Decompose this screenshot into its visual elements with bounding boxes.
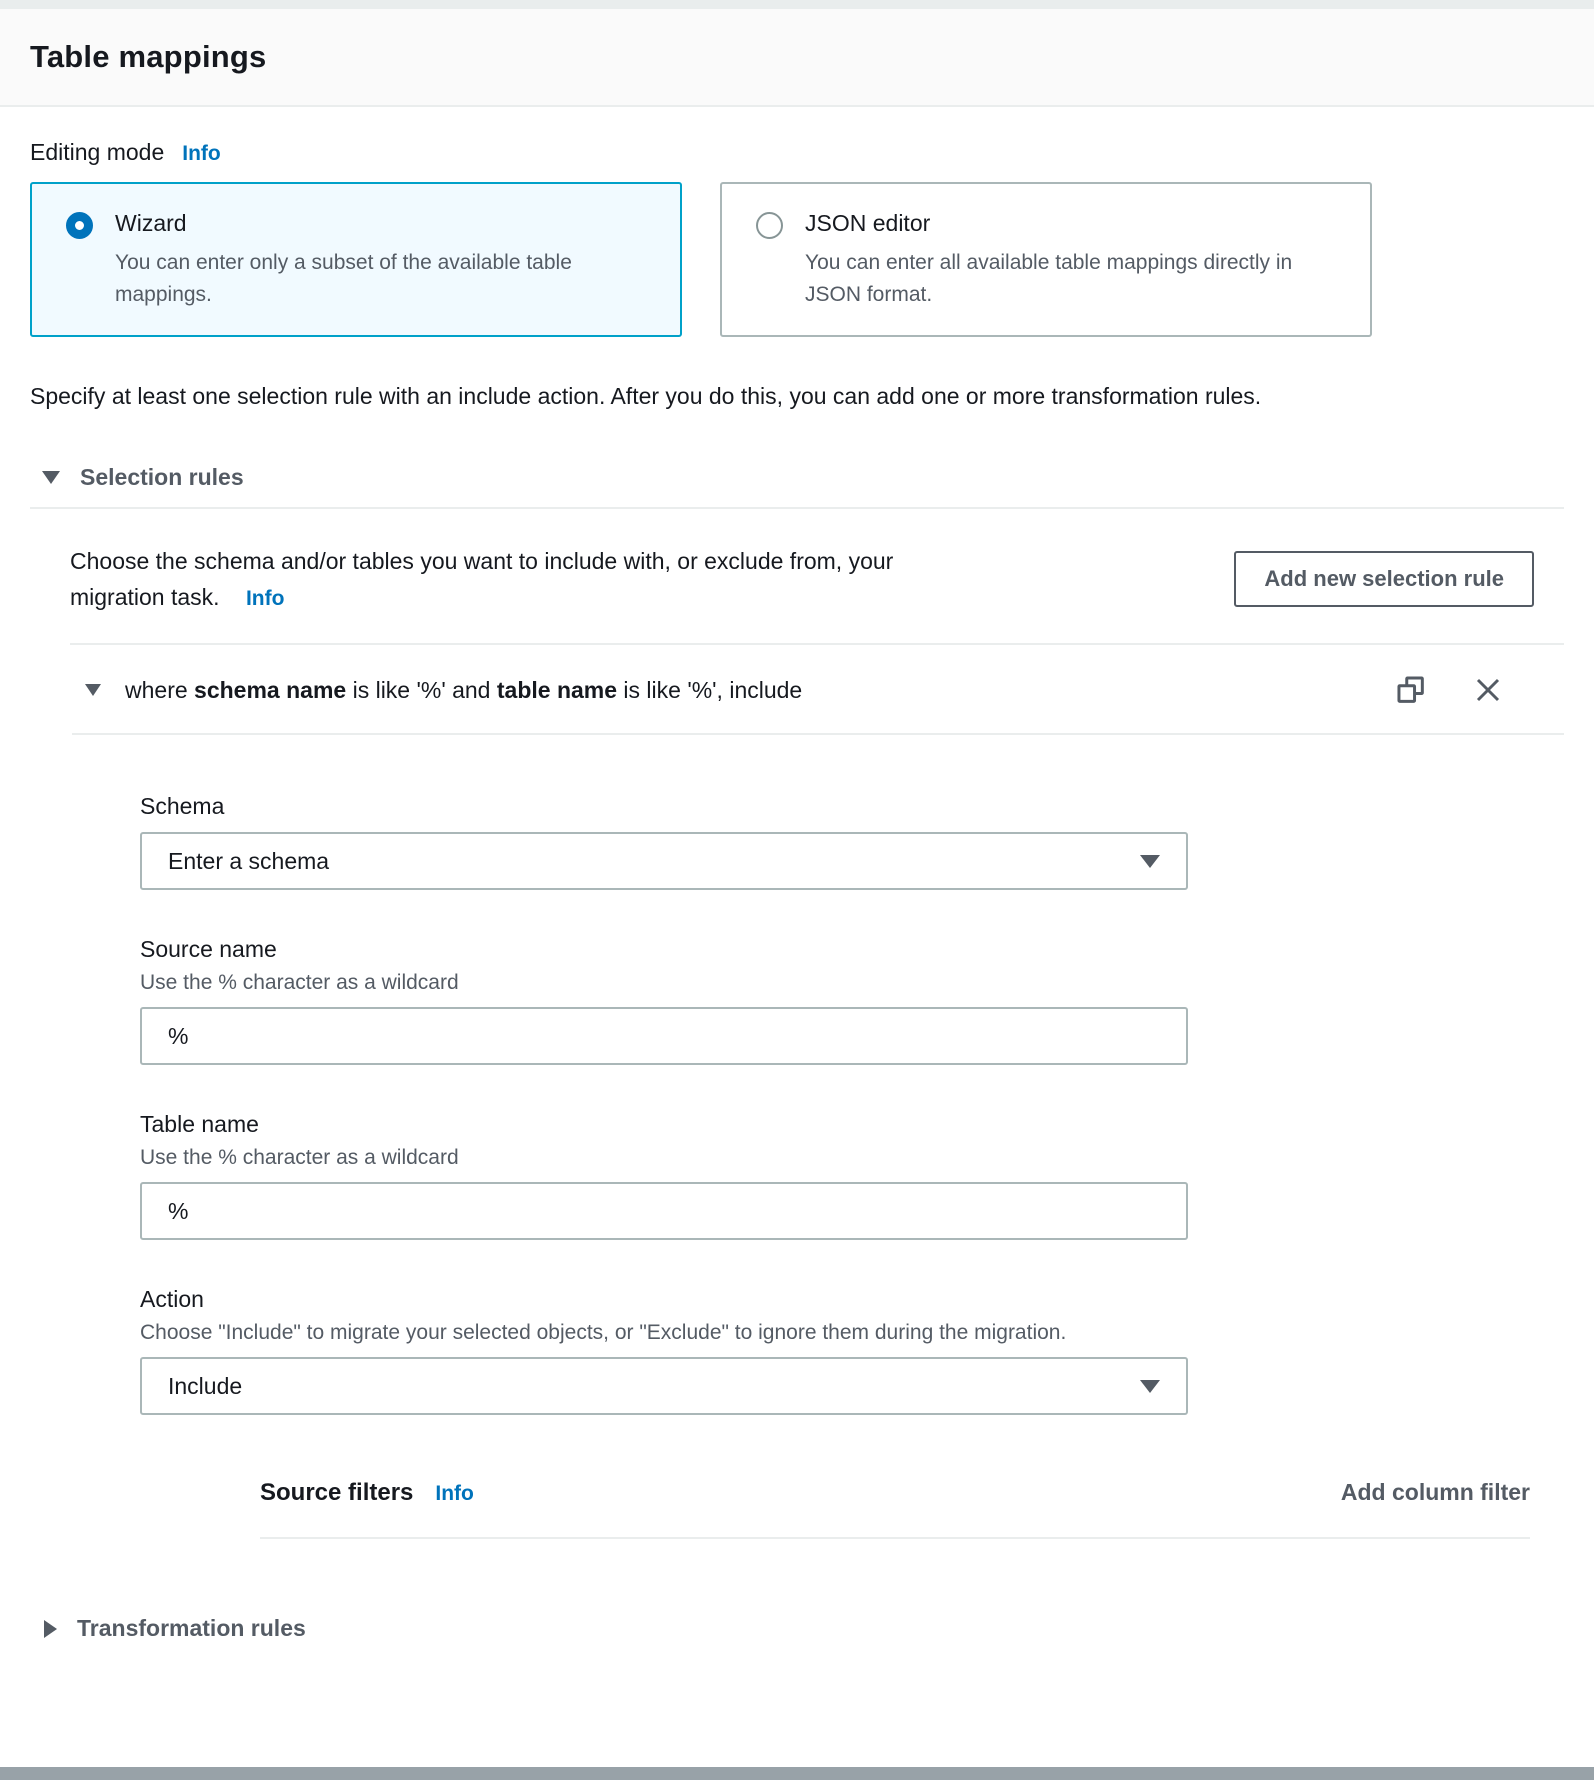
tile-json-editor-description: You can enter all available table mappings directly in JSON format. [805,251,1293,306]
action-select-value: Include [168,1372,243,1399]
action-label: Action [140,1286,204,1312]
editing-mode-tiles [30,182,1564,337]
source-filters-row [260,1479,1530,1507]
selection-rules-info-link[interactable]: Info [245,587,285,610]
selection-rules-description-row [70,543,1564,617]
copy-rule-button[interactable] [1394,673,1428,707]
rule-summary[interactable] [85,677,802,704]
source-name-field-block [140,936,1564,1065]
selection-rules-description [70,543,982,617]
editing-mode-label: Editing mode [30,139,165,165]
schema-label: Schema [140,793,225,819]
transformation-rules-header[interactable] [30,1615,1564,1642]
transformation-rules-title: Transformation rules [77,1615,306,1641]
chevron-down-icon [1140,1380,1160,1393]
add-column-filter-button[interactable]: Add column filter [1340,1479,1530,1505]
tile-wizard-description: You can enter only a subset of the available table mappings. [115,251,572,306]
selection-rules-header[interactable] [30,464,1564,491]
rule-chevron-down-icon [85,684,101,696]
rule-header-row [85,645,1504,733]
radio-unselected-icon[interactable] [756,212,783,239]
tile-wizard[interactable] [30,182,682,337]
chevron-down-icon [42,471,60,484]
tile-json-editor[interactable] [720,182,1372,337]
source-filters-left [260,1479,474,1507]
tile-wizard-title: Wizard [115,210,187,236]
panel-content [0,139,1594,1642]
copy-icon [1394,673,1428,707]
selection-rules-description-text: Choose the schema and/or tables you want to include with, or exclude from, your migration task. [70,548,894,610]
table-name-hint: Use the % character as a wildcard [140,1146,459,1169]
table-name-field-block [140,1111,1564,1240]
action-field-block [140,1286,1564,1415]
action-hint: Choose "Include" to migrate your selected objects, or "Exclude" to ignore them during the migration. [140,1321,1067,1344]
top-divider-strip [0,0,1594,9]
close-icon [1472,674,1504,706]
rule-bottom-divider [72,733,1564,735]
source-name-label: Source name [140,936,277,962]
rule-fields [30,793,1564,1415]
chevron-right-icon [44,1620,57,1638]
editing-mode-info-link[interactable]: Info [182,142,221,165]
panel-header [0,9,1594,107]
intro-text: Specify at least one selection rule with an include action. After you do this, you can add one or more transformation rules. [30,383,1262,409]
rule-actions [1394,673,1504,707]
tile-json-editor-text [805,210,1346,311]
source-filters-title: Source filters [260,1479,414,1506]
bottom-panel-edge [0,1767,1594,1780]
source-name-hint: Use the % character as a wildcard [140,971,459,994]
source-name-input[interactable] [140,1007,1188,1065]
tile-json-editor-title: JSON editor [805,210,931,236]
source-filters-info-link[interactable]: Info [435,1482,474,1505]
rule-summary-text: where schema name is like '%' and table name is like '%', include [125,676,803,703]
chevron-down-icon [1140,855,1160,868]
schema-select-value: Enter a schema [168,847,330,874]
action-select[interactable] [140,1357,1188,1415]
table-name-label: Table name [140,1111,259,1137]
tile-wizard-text [115,210,656,311]
remove-rule-button[interactable] [1472,674,1504,706]
schema-field-block [140,793,1564,890]
radio-selected-icon[interactable] [66,212,93,239]
table-name-input[interactable] [140,1182,1188,1240]
selection-rules-title: Selection rules [80,464,244,490]
editing-mode-row [30,139,1564,166]
source-filters-divider [260,1537,1530,1539]
page-title: Table mappings [30,39,267,74]
schema-select[interactable] [140,832,1188,890]
add-selection-rule-button[interactable]: Add new selection rule [1234,551,1534,607]
selection-rules-divider [30,507,1564,509]
